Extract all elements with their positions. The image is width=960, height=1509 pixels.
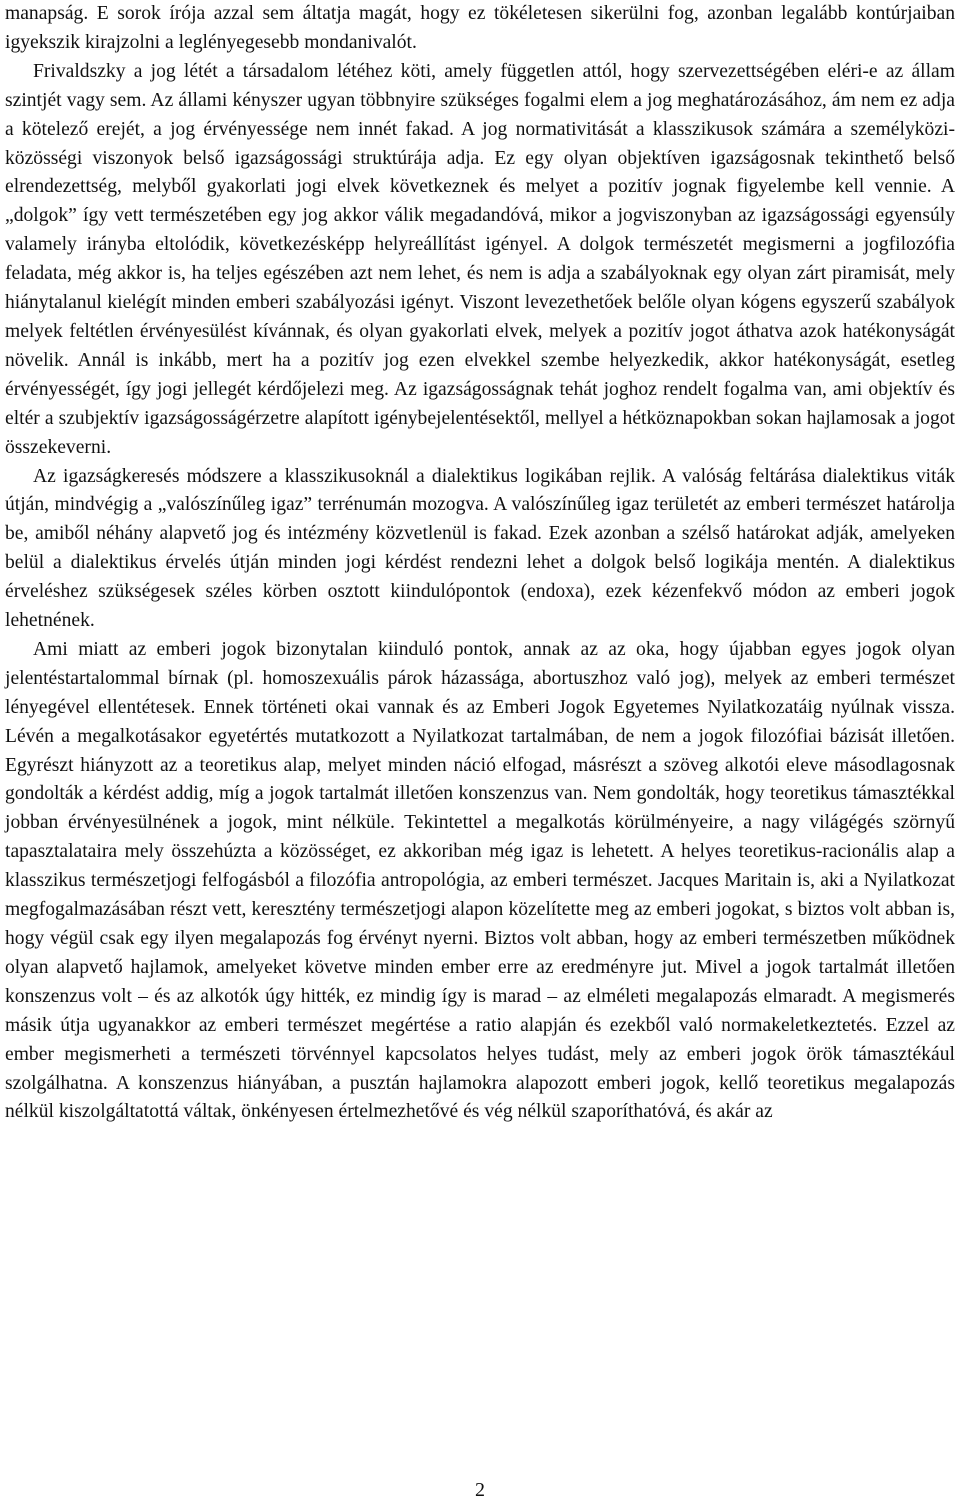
paragraph-continuation: manapság. E sorok írója azzal sem áltatja magát, hogy ez tökéletesen sikerülni fog, azonban legalább kontúrjaiban igyekszik kirajzolni a leglényegesebb mondanivalót. (5, 3, 955, 53)
paragraph-dialectics: Az igazságkeresés módszere a klasszikusoknál a dialektikus logikában rejlik. A valóság feltárása dialektikus viták útján, mindvégig a „valószínűleg igaz” terrénumán mozogva. A valószínűleg igaz területét az emberi természet határolja be, amiből néhány alapvető jog és intézmény közvetlenül is fakad. Ezek azonban a szélső határokat adják, amelyeken belül a dialektikus érvelés útján minden jogi kérdést rendezni lehet a dolgok belső logikája mentén. A dialektikus érveléshez szükségesek széles körben osztott kiindulópontok (endoxa), ezek kézenfekvő módon az emberi jogok lehetnének. (5, 465, 955, 632)
paragraph-human-rights: Ami miatt az emberi jogok bizonytalan kiinduló pontok, annak az az oka, hogy újabban egyes jogok olyan jelentéstartalommal bírnak (pl. homoszexuális párok házassága, abortuszhoz való jog), melyek az emberi természet lényegével ellentétesek. Ennek történeti okai vannak és az Emberi Jogok Egyetemes Nyilatkozatáig nyúlnak vissza. Lévén a megalkotásakor egyetértés mutatkozott a Nyilatkozat tartalmában, de nem a jogok filozófiai bázisát illetően. Egyrészt hiányzott az a teoretikus alap, melyet minden náció elfogad, másrészt a szöveg alkotói eleve másodlagosnak gondolták a kérdést addig, míg a jogok tartalmát illetően konszenzus van. Nem gondolták, hogy teoretikus támasztékkal jobban érvényesülnének a jogok, mint nélküle. Tekintettel a megalkotás körülményeire, a nagy világégés szörnyű tapasztalataira mely összehúzta a közösséget, ez akkoriban még igaz is lehetett. A helyes teoretikus-racionális alap a klasszikus természetjogi felfogásból a filozófia antropológia, az emberi természet. Jacques Maritain is, aki a Nyilatkozat megfogalmazásában részt vett, keresztény természetjogi alapon közelítette meg az emberi jogokat, s biztos volt abban is, hogy végül csak egy ilyen megalapozás fog érvényt nyerni. Biztos volt abban, hogy az emberi természetben működnek olyan alapvető hajlamok, amelyeket követve minden ember erre az eredményre jut. Mivel a jogok tartalmát illetően konszenzus volt – és az alkotók úgy hitték, ez mindig így is marad – az elméleti megalapozás elmaradt. A megismerés másik útja ugyanakkor az emberi természet megértése a ratio alapján és ezekből való normakeletkeztetés. Ezzel az ember megismerheti a természeti törvénnyel kapcsolatos helyes tudást, mely az emberi jogok örök támasztékául szolgálhatna. A konszenzus hiányában, a pusztán hajlamokra alapozott emberi jogok, kellő teoretikus megalapozás nélkül kiszolgáltatottá váltak, önkényesen értelmezhetővé és vég nélkül szaporíthatóvá, és akár az (5, 638, 955, 1123)
page-number: 2 (475, 1479, 485, 1501)
paragraph-frivaldszky: Frivaldszky a jog létét a társadalom létéhez köti, amely független attól, hogy szervezettségében eléri-e az állam szintjét vagy sem. Az állami kényszer ugyan többnyire szükséges fogalmi elem a jog meghatározásához, ám nem ez adja a kötelező erejét, a jog érvényessége nem innét fakad. A jog normativitását a klasszikusok számára a személyközi-közösségi viszonyok belső igazságossági struktúrája adja. Ez egy olyan objektíven igazságosnak tekinthető belső elrendezettség, melyből gyakorlati jogi elvek következnek és melyet a pozitív jognak figyelembe kell vennie. A „dolgok” így vett természetében egy jog akkor válik megadandóvá, mikor a jogviszonyban az igazságossági egyensúly valamely irányba eltolódik, következésképp helyreállítást igényel. A dolgok természetét megismerni a jogfilozófia feladata, még akkor is, ha teljes egészében azt nem lehet, és nem is adja a szabályoknak egy olyan zárt piramisát, mely hiánytalanul kielégít minden emberi szabályozási igényt. Viszont levezethetőek belőle olyan kógens egyszerű szabályok melyek feltétlen érvényesülést kívánnak, és olyan gyakorlati elvek, melyek a pozitív jogot áthatva azok hatékonyságát növelik. Annál is inkább, mert ha a pozitív jog ezen elvekkel szembe helyezkedik, akkor hatékonyságát, esetleg érvényességét, így jogi jellegét kérdőjelezi meg. Az igazságosságnak tehát joghoz rendelt fogalma van, ami objektív és eltér a szubjektív igazságosságérzetre alapított igénybejelentésektől, mellyel a hétköznapokban sokan hajlamosak a jogot összekeverni. (5, 60, 955, 458)
document-body (5, 0, 955, 1127)
